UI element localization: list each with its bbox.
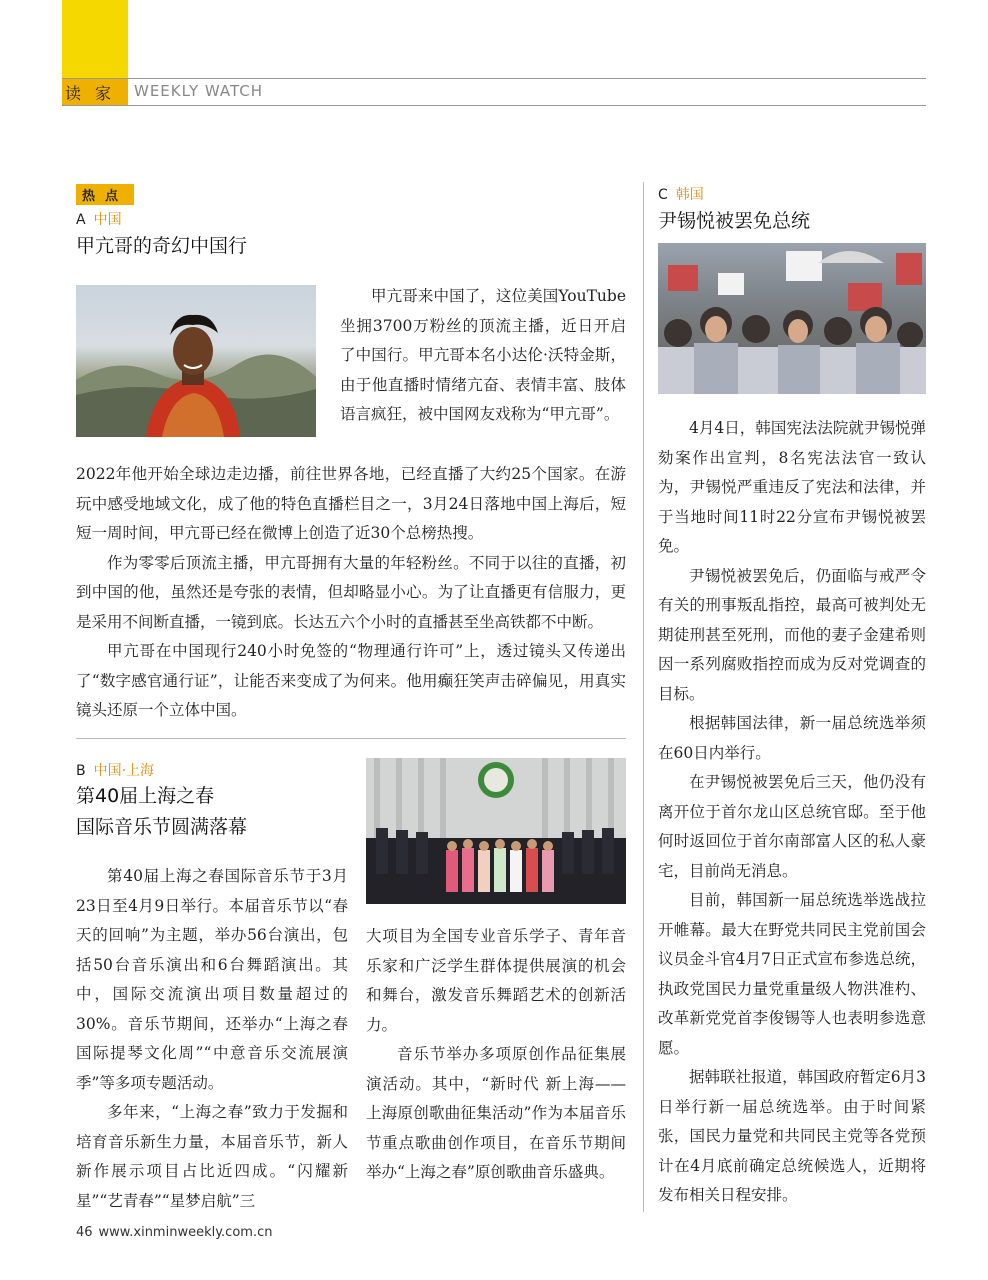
article-a-paragraph-2: 作为零零后顶流主播，甲亢哥拥有大量的年轻粉丝。不同于以往的直播，初到中国的他，虽然还是夸张的表情，但却略显小心。为了让直播更有信服力，更是采用不间断直播，一镜到底。长达五六个小时的直播甚至坐高铁都不中断。 bbox=[76, 553, 626, 631]
hot-topic-tag: 热点 bbox=[76, 184, 134, 205]
article-b-title bbox=[76, 781, 346, 843]
protest-crowd-illustration bbox=[658, 243, 926, 394]
concert-stage-photo-icon bbox=[366, 758, 626, 904]
header-rule-top bbox=[62, 78, 926, 79]
article-c-title: 尹锡悦被罢免总统 bbox=[658, 210, 811, 232]
article-b-title-line-1: 第40届上海之春 bbox=[76, 785, 215, 807]
article-c-body bbox=[658, 414, 926, 1211]
column-divider bbox=[643, 182, 644, 1212]
masthead-section-name: 读家 bbox=[62, 79, 128, 105]
article-b-letter: B bbox=[76, 763, 86, 779]
page-footer bbox=[76, 1225, 272, 1240]
article-c-paragraph-5: 目前，韩国新一届总统选举选战拉开帷幕。最大在野党共同民主党前国会议员金斗官4月7日正式宣布参选总统，执政党国民力量党重量级人物洪准杓、改革新党党首李俊锡等人也表明参选意愿。 bbox=[658, 891, 926, 1057]
article-a-region: 中国 bbox=[93, 212, 122, 228]
article-a-lead bbox=[340, 282, 626, 430]
header-rule-bottom bbox=[62, 105, 926, 106]
article-b-left-column bbox=[76, 862, 348, 1216]
article-b-right-column bbox=[366, 922, 626, 1188]
article-b-paragraph-3: 音乐节举办多项原创作品征集展演活动。其中，“新时代 新上海——上海原创歌曲征集活动”作为本届音乐节重点歌曲创作项目，在音乐节期间举办“上海之春”原创歌曲音乐盛典。 bbox=[366, 1045, 626, 1181]
page-number: 46 bbox=[76, 1225, 93, 1240]
portrait-photo-illustration bbox=[76, 285, 316, 437]
article-b-region: 中国·上海 bbox=[93, 763, 155, 779]
article-b-paragraph-2-cont: 大项目为全国专业音乐学子、青年音乐家和广泛学生群体提供展演的机会和舞台，激发音乐舞蹈艺术的创新活力。 bbox=[366, 927, 626, 1034]
article-c-region: 韩国 bbox=[675, 187, 704, 203]
article-b-paragraph-1: 第40届上海之春国际音乐节于3月23日至4月9日举行。本届音乐节以“春天的回响”为主题，举办56台演出，包括50台音乐演出和6台舞蹈演出。其中，国际交流演出项目数量超过的30%。音乐节期间，还举办“上海之春国际提琴文化周”“中意音乐交流展演季”等多项专题活动。 bbox=[76, 867, 348, 1092]
article-b-paragraph-2-start: 多年来，“上海之春”致力于发掘和培育音乐新生力量，本届音乐节，新人新作展示项目占比近四成。“闪耀新星”“艺青春”“星梦启航”三 bbox=[76, 1103, 348, 1210]
article-a-paragraph-1-cont: 2022年他开始全球边走边播，前往世界各地，已经直播了大约25个国家。在游玩中感受地域文化，成了他的特色直播栏目之一，3月24日落地中国上海后，短短一周时间，甲亢哥已经在微博上创造了近30个总榜热搜。 bbox=[76, 465, 626, 542]
protest-crowd-photo-icon bbox=[658, 243, 926, 394]
article-a-paragraph-3: 甲亢哥在中国现行240小时免签的“物理通行许可”上，透过镜头又传递出了“数字感官通行证”，让能否来变成了为何来。他用癫狂笑声击碎偏见，用真实镜头还原一个立体中国。 bbox=[76, 642, 626, 719]
concert-stage-illustration bbox=[366, 758, 626, 904]
portrait-photo-icon bbox=[76, 285, 316, 437]
article-c-letter: C bbox=[658, 187, 668, 203]
article-b-kicker bbox=[76, 760, 154, 780]
article-c-paragraph-6: 据韩联社报道，韩国政府暂定6月3日举行新一届总统选举。由于时间紧张，国民力量党和共同民主党等各党预计在4月底前确定总统候选人，近期将发布相关日程安排。 bbox=[658, 1068, 926, 1204]
article-b-title-line-2: 国际音乐节圆满落幕 bbox=[76, 816, 248, 838]
article-a-letter: A bbox=[76, 212, 86, 228]
article-c-paragraph-3: 根据韩国法律，新一届总统选举须在60日内举行。 bbox=[658, 714, 926, 762]
section-divider bbox=[76, 738, 626, 739]
article-c-kicker bbox=[658, 184, 704, 204]
article-a-body bbox=[76, 460, 626, 726]
article-a-lead-paragraph: 甲亢哥来中国了，这位美国YouTube坐拥3700万粉丝的顶流主播，近日开启了中国行。甲亢哥本名小达伦·沃特金斯，由于他直播时情绪亢奋、表情丰富、肢体语言疯狂，被中国网友戏称为“甲亢哥”。 bbox=[340, 287, 626, 423]
article-c-paragraph-4: 在尹锡悦被罢免后三天，他仍没有离开位于首尔龙山区总统官邸。至于他何时返回位于首尔南部富人区的私人豪宅，目前尚无消息。 bbox=[658, 773, 926, 880]
article-c-paragraph-2: 尹锡悦被罢免后，仍面临与戒严令有关的刑事叛乱指控，最高可被判处无期徒刑甚至死刑，而他的妻子金建希则因一系列腐败指控而成为反对党调查的目标。 bbox=[658, 566, 926, 703]
article-a-title: 甲亢哥的奇幻中国行 bbox=[76, 235, 248, 257]
footer-url[interactable]: www.xinminweekly.com.cn bbox=[98, 1225, 273, 1240]
masthead-color-block bbox=[62, 0, 128, 78]
article-c-paragraph-1: 4月4日，韩国宪法法院就尹锡悦弹劾案作出宣判，8名宪法法官一致认为，尹锡悦严重违反了宪法和法律，并于当地时间11时22分宣布尹锡悦被罢免。 bbox=[658, 419, 926, 555]
masthead-section-english: WEEKLY WATCH bbox=[134, 82, 264, 100]
article-a-kicker bbox=[76, 209, 122, 229]
